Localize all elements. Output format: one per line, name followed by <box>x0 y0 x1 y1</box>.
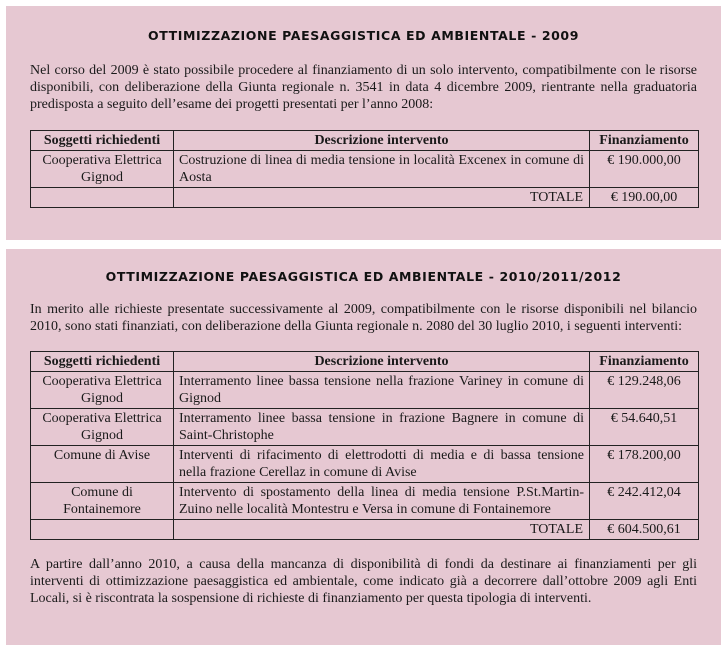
soggetto-cell: Comune di Avise <box>31 446 174 483</box>
descrizione-cell: Intervento di spostamento della linea di media tensione P.St.Martin-Zuino nelle località Montestru e Versa in comune di Fontainemore <box>174 483 590 520</box>
totale-label: TOTALE <box>174 188 590 208</box>
closing-paragraph: A partire dall’anno 2010, a causa della mancanza di disponibilità di fondi da destinare ai finanziamenti per gli interventi di ottimizzazione paesaggistica ed ambientale, come indicato già a decorrere dall’ottobre 2009 agli Enti Locali, si è riscontrata la sospensione di richieste di finanziamento per questa tipologia di interventi. <box>30 557 697 606</box>
finanziamento-cell: € 190.000,00 <box>590 151 699 188</box>
empty-cell <box>31 188 174 208</box>
soggetto-cell: Cooperativa Elettrica Gignod <box>31 409 174 446</box>
empty-cell <box>31 520 174 540</box>
soggetto-cell: Cooperativa Elettrica Gignod <box>31 151 174 188</box>
header-descrizione: Descrizione intervento <box>174 352 590 372</box>
section-2010-2012-panel <box>6 249 721 645</box>
section-2010-2012-intro: In merito alle richieste presentate successivamente al 2009, compatibilmente con le risorse disponibili nel bilancio 2010, sono stati finanziati, con deliberazione della Giunta regionale n. 2080 del 30 luglio 2010, i seguenti interventi: <box>30 302 697 334</box>
descrizione-cell: Interventi di rifacimento di elettrodotti di media e di bassa tensione nella frazione Cerellaz in comune di Avise <box>174 446 590 483</box>
header-soggetti: Soggetti richiedenti <box>31 352 174 372</box>
funding-table-2010-2012 <box>30 351 699 540</box>
funding-table-2009 <box>30 130 699 208</box>
header-descrizione: Descrizione intervento <box>174 131 590 151</box>
descrizione-cell: Costruzione di linea di media tensione in località Excenex in comune di Aosta <box>174 151 590 188</box>
total-row <box>31 520 699 540</box>
section-2010-2012-title: OTTIMIZZAZIONE PAESAGGISTICA ED AMBIENTALE - 2010/2011/2012 <box>105 269 622 284</box>
table-row <box>31 409 699 446</box>
header-finanziamento: Finanziamento <box>590 352 699 372</box>
table-row <box>31 151 699 188</box>
soggetto-cell: Comune di Fontainemore <box>31 483 174 520</box>
finanziamento-cell: € 242.412,04 <box>590 483 699 520</box>
header-finanziamento: Finanziamento <box>590 131 699 151</box>
table-header-row <box>31 131 699 151</box>
section-2009-title: OTTIMIZZAZIONE PAESAGGISTICA ED AMBIENTALE - 2009 <box>147 28 580 43</box>
soggetto-cell: Cooperativa Elettrica Gignod <box>31 372 174 409</box>
finanziamento-cell: € 129.248,06 <box>590 372 699 409</box>
header-soggetti: Soggetti richiedenti <box>31 131 174 151</box>
finanziamento-cell: € 54.640,51 <box>590 409 699 446</box>
finanziamento-cell: € 178.200,00 <box>590 446 699 483</box>
totale-value: € 604.500,61 <box>590 520 699 540</box>
table-header-row <box>31 352 699 372</box>
table-row <box>31 483 699 520</box>
table-row <box>31 372 699 409</box>
section-2009-intro: Nel corso del 2009 è stato possibile procedere al finanziamento di un solo intervento, compatibilmente con le risorse disponibili, con deliberazione della Giunta regionale n. 3541 in data 4 dicembre 2009, rientrante nella graduatoria predisposta a seguito dell’esame dei progetti presentati per l’anno 2008: <box>30 63 697 112</box>
descrizione-cell: Interramento linee bassa tensione in frazione Bagnere in comune di Saint-Christophe <box>174 409 590 446</box>
descrizione-cell: Interramento linee bassa tensione nella frazione Variney in comune di Gignod <box>174 372 590 409</box>
totale-label: TOTALE <box>174 520 590 540</box>
section-2009-panel <box>6 6 721 240</box>
table-row <box>31 446 699 483</box>
totale-value: € 190.00,00 <box>590 188 699 208</box>
total-row <box>31 188 699 208</box>
